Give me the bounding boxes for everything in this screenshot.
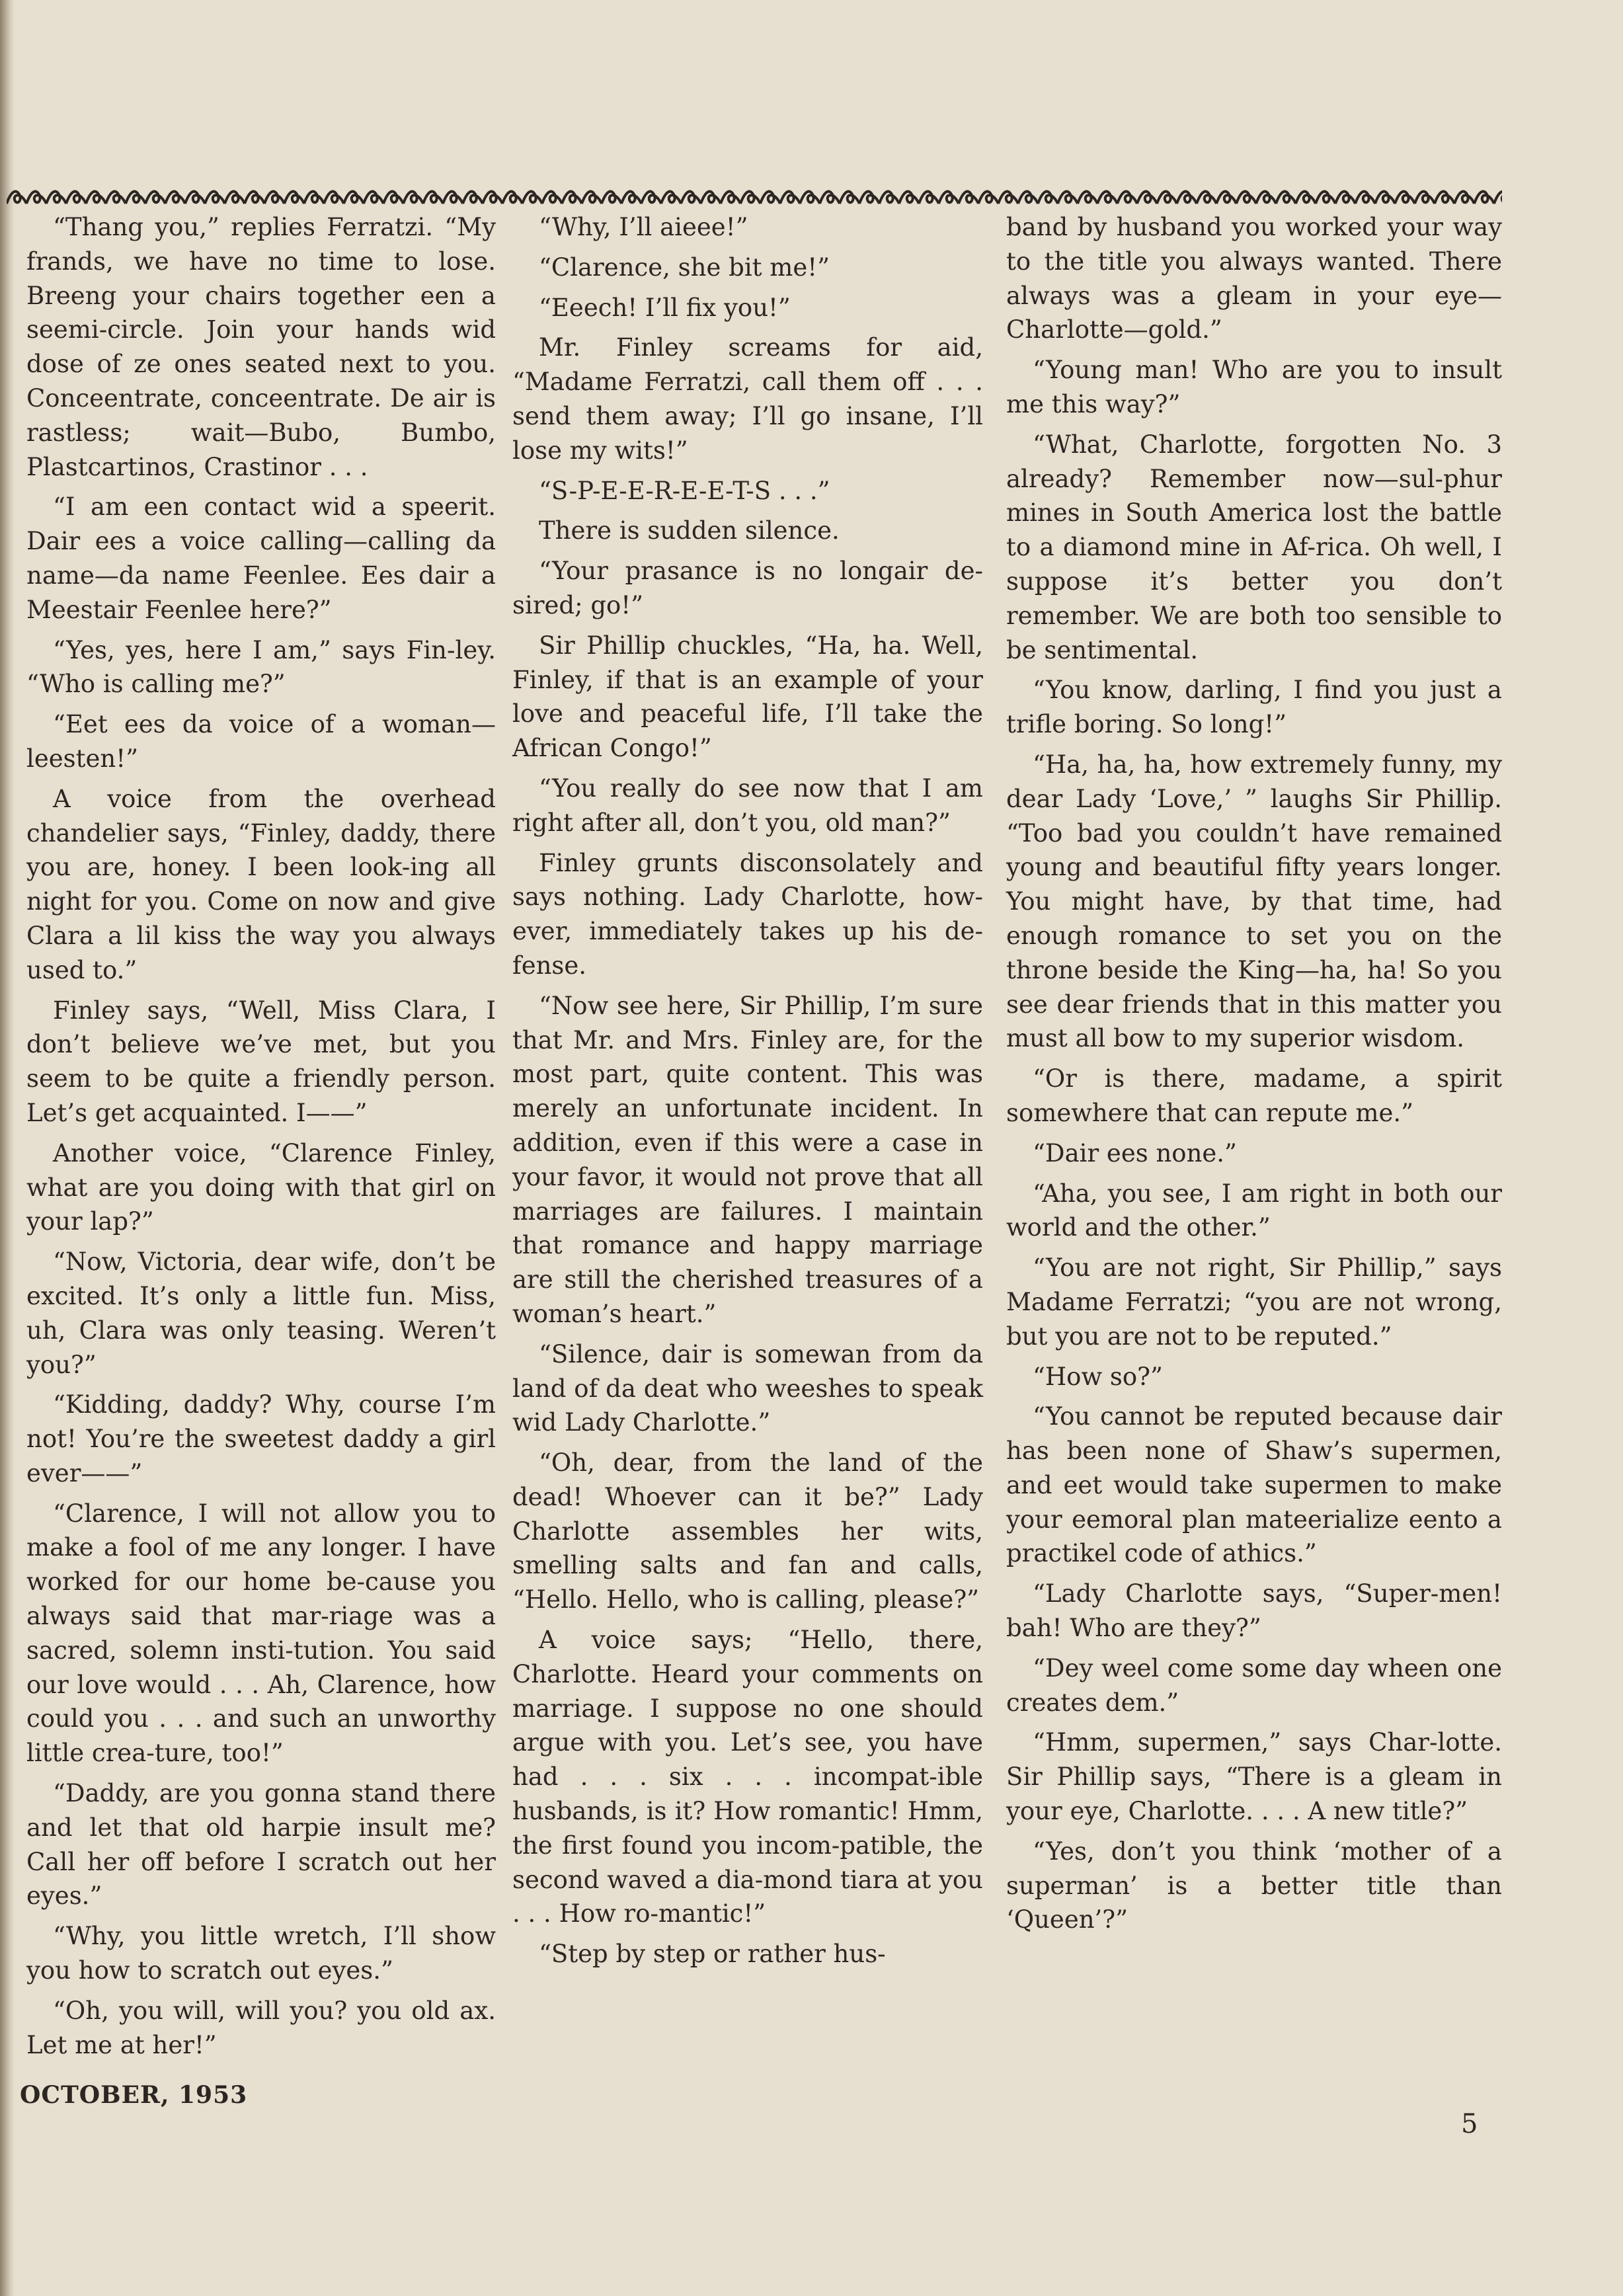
paragraph: There is sudden silence. [539, 516, 840, 545]
paragraph: “Dey weel come some day wheen one creates dem.” [1006, 1653, 1502, 1717]
paragraph: Another voice, “Clarence Finley, what are you doing with that girl on your lap?” [26, 1138, 496, 1236]
paragraph: A voice says; “Hello, there, Charlotte. Heard your comments on marriage. I suppose no one should argue with you. Let’s see, you have had . . . six . . . incompat-ible husbands, is it? How romantic! Hmm, the first found you incom-patible, the second waved a dia-mond tiara at you . . . How ro-mantic!” [512, 1626, 983, 1928]
paragraph: “Dair ees none.” [1033, 1138, 1237, 1168]
paragraph-continuation: band by husband you worked your way to the title you always wanted. There always was a gleam in your eye—Charlotte—gold.” [1006, 213, 1502, 344]
paragraph: “Lady Charlotte says, “Super-men! bah! Who are they?” [1006, 1579, 1502, 1643]
paragraph: “You cannot be reputed because dair has been none of Shaw’s supermen, and eet would take supermen to make your eemoral plan mateerialize eento a practikel code of athics.” [1006, 1402, 1502, 1568]
paragraph: “Young man! Who are you to insult me this way?” [1006, 356, 1502, 418]
paragraph: “Why, you little wretch, I’ll show you how to scratch out eyes.” [26, 1922, 496, 1985]
paragraph: “Your prasance is no longair de-sired; go!” [512, 557, 983, 619]
page-number: 5 [1461, 2109, 1478, 2139]
paragraph: “Clarence, I will not allow you to make a fool of me any longer. I have worked for our home be-cause you always said that mar-riage was a sacred, solemn insti-tution. You said our love would . . . Ah, Clarence, how could you . . . and such an unworthy little crea-ture, too!” [26, 1499, 496, 1768]
paragraph: “Now, Victoria, dear wife, don’t be excited. It’s only a little fun. Miss, uh, Clara was only teasing. Weren’t you?” [26, 1247, 496, 1379]
paragraph: “Oh, you will, will you? you old ax. Let me at her!” [26, 1996, 496, 2059]
paragraph: Sir Phillip chuckles, “Ha, ha. Well, Finley, if that is an example of your love and peaceful life, I’ll take the African Congo!” [512, 631, 983, 763]
paragraph: A voice from the overhead chandelier says, “Finley, daddy, there you are, honey. I been look-ing all night for you. Come on now and give Clara a lil kiss the way you always used to.” [26, 784, 496, 984]
paragraph: “Ha, ha, ha, how extremely funny, my dear Lady ‘Love,’ ” laughs Sir Phillip. “Too bad you couldn’t have remained young and beautiful fifty years longer. You might have, by that time, had enough romance to set you on the throne beside the King—ha, ha! So you see dear friends that in this matter you must all bow to my superior wisdom. [1006, 750, 1502, 1053]
paragraph: “Thang you,” replies Ferratzi. “My frands, we have no time to lose. Breeng your chairs together een a seemi-circle. Join your hands wid dose of ze ones seated next to you. Conceentrate, conceentrate. De air is rastless; wait—Bubo, Bumbo, Plastcartinos, Crastinor . . . [26, 213, 496, 481]
paragraph: “Eeech! I’ll fix you!” [539, 293, 791, 322]
paragraph: Finley grunts disconsolately and says nothing. Lady Charlotte, how-ever, immediately takes up his de-fense. [512, 848, 983, 980]
paragraph: “Silence, dair is somewan from da land of da deat who weeshes to speak wid Lady Charlotte.” [512, 1339, 983, 1437]
issue-date: OCTOBER, 1953 [20, 2081, 248, 2109]
paragraph: “Hmm, supermen,” says Char-lotte. Sir Phillip says, “There is a gleam in your eye, Charlotte. . . . A new title?” [1006, 1728, 1502, 1826]
paragraph: “Step by step or rather hus- [539, 1940, 886, 1969]
paragraph: “Yes, don’t you think ‘mother of a superman’ is a better title than ‘Queen’?” [1006, 1837, 1502, 1934]
paragraph: “Oh, dear, from the land of the dead! Whoever can it be?” Lady Charlotte assembles her wits, smelling salts and fan and calls, “Hello. Hello, who is calling, please?” [512, 1448, 983, 1614]
paragraph: “Clarence, she bit me!” [539, 253, 830, 282]
page-binding-edge [0, 0, 15, 2296]
paragraph: “You know, darling, I find you just a trifle boring. So long!” [1006, 676, 1502, 739]
paragraph: “Or is there, madame, a spirit somewhere that can repute me.” [1006, 1064, 1502, 1127]
paragraph: “Now see here, Sir Phillip, I’m sure that Mr. and Mrs. Finley are, for the most part, quite content. This was merely an unfortunate incident. In addition, even if this were a case in your favor, it would not prove that all marriages are failures. I maintain that romance and happy marriage are still the cherished treasures of a woman’s heart.” [512, 991, 983, 1328]
paragraph: “I am een contact wid a speerit. Dair ees a voice calling—calling da name—da name Feenlee. Ees dair a Meestair Feenlee here?” [26, 493, 496, 624]
article-column-3 [1006, 210, 1502, 1943]
paragraph: “You are not right, Sir Phillip,” says Madame Ferratzi; “you are not wrong, but you are not to be reputed.” [1006, 1253, 1502, 1351]
paragraph: Mr. Finley screams for aid, “Madame Ferratzi, call them off . . . send them away; I’ll go insane, I’ll lose my wits!” [512, 333, 983, 465]
paragraph: “Eet ees da voice of a woman—leesten!” [26, 710, 496, 773]
paragraph: “Aha, you see, I am right in both our world and the other.” [1006, 1179, 1502, 1242]
article-column-1 [26, 210, 496, 2068]
paragraph: “How so?” [1033, 1362, 1163, 1391]
paragraph: “Kidding, daddy? Why, course I’m not! You’re the sweetest daddy a girl ever——” [26, 1390, 496, 1487]
paragraph: “Why, I’ll aieee!” [539, 213, 748, 241]
paragraph: “What, Charlotte, forgotten No. 3 already? Remember now—sul-phur mines in South America lost the battle to a diamond mine in Af-rica. Oh well, I suppose it’s better you don’t remember. We are both too sensible to be sentimental. [1006, 430, 1502, 664]
article-column-2 [512, 210, 983, 1977]
paragraph: “Yes, yes, here I am,” says Fin-ley. “Who is calling me?” [26, 635, 496, 699]
paragraph: Finley says, “Well, Miss Clara, I don’t believe we’ve met, but you seem to be quite a friendly person. Let’s get acquainted. I——” [26, 996, 496, 1127]
paragraph: “S-P-E-E-R-E-E-T-S . . .” [539, 476, 830, 505]
paragraph: “You really do see now that I am right after all, don’t you, old man?” [512, 773, 983, 837]
decorative-rule [7, 186, 1502, 212]
paragraph: “Daddy, are you gonna stand there and let that old harpie insult me? Call her off before I scratch out her eyes.” [26, 1779, 496, 1911]
